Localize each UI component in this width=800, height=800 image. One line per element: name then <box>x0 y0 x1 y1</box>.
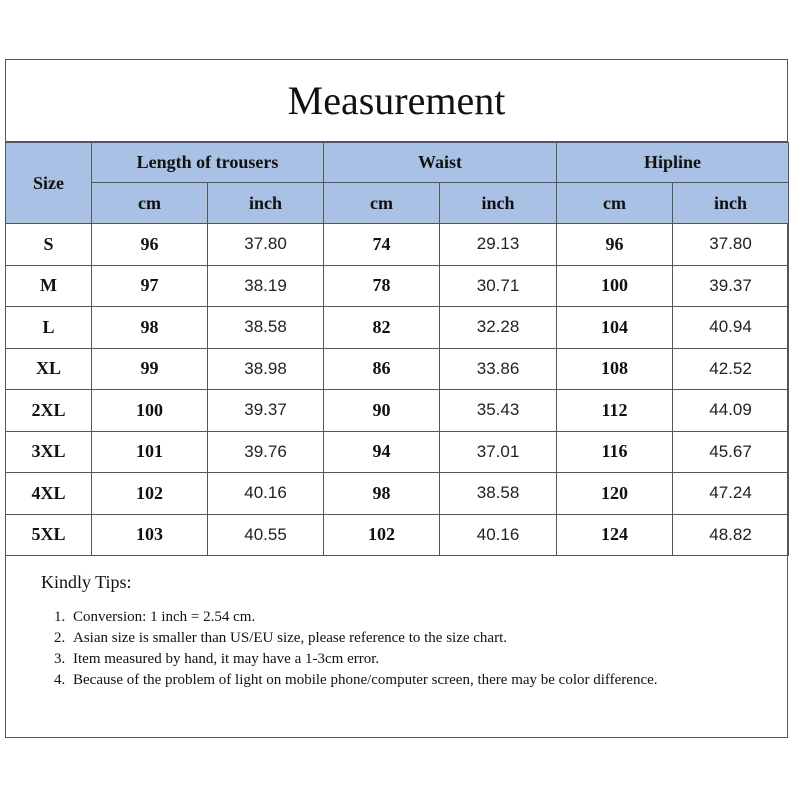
size-cell: L <box>6 307 92 349</box>
value-cell: 90 <box>324 390 440 432</box>
value-cell: 96 <box>557 224 673 266</box>
value-cell: 120 <box>557 473 673 515</box>
size-cell: S <box>6 224 92 266</box>
value-cell: 37.01 <box>440 431 557 473</box>
value-cell: 40.94 <box>673 307 789 349</box>
value-cell: 116 <box>557 431 673 473</box>
value-cell: 40.16 <box>208 473 324 515</box>
tips-title: Kindly Tips: <box>41 572 132 592</box>
value-cell: 102 <box>324 514 440 556</box>
value-cell: 37.80 <box>208 224 324 266</box>
value-cell: 39.76 <box>208 431 324 473</box>
value-cell: 98 <box>324 473 440 515</box>
value-cell: 104 <box>557 307 673 349</box>
value-cell: 100 <box>557 265 673 307</box>
table-row <box>6 390 789 432</box>
table-row <box>6 473 789 515</box>
value-cell: 38.98 <box>208 348 324 390</box>
value-cell: 44.09 <box>673 390 789 432</box>
value-cell: 42.52 <box>673 348 789 390</box>
value-cell: 96 <box>92 224 208 266</box>
unit-header: inch <box>208 183 324 224</box>
value-cell: 101 <box>92 431 208 473</box>
table-row <box>6 348 789 390</box>
value-cell: 124 <box>557 514 673 556</box>
size-cell: 2XL <box>6 390 92 432</box>
unit-header: inch <box>440 183 557 224</box>
size-cell: 5XL <box>6 514 92 556</box>
value-cell: 29.13 <box>440 224 557 266</box>
value-cell: 37.80 <box>673 224 789 266</box>
value-cell: 30.71 <box>440 265 557 307</box>
value-cell: 35.43 <box>440 390 557 432</box>
table-row <box>6 307 789 349</box>
value-cell: 39.37 <box>208 390 324 432</box>
tip-item: 3. Item measured by hand, it may have a 1-3cm error. <box>69 649 787 670</box>
value-cell: 40.55 <box>208 514 324 556</box>
value-cell: 112 <box>557 390 673 432</box>
table-row <box>6 224 789 266</box>
value-cell: 33.86 <box>440 348 557 390</box>
unit-header: cm <box>92 183 208 224</box>
value-cell: 32.28 <box>440 307 557 349</box>
value-cell: 78 <box>324 265 440 307</box>
tip-item: 4. Because of the problem of light on mobile phone/computer screen, there may be color difference. <box>69 670 787 691</box>
value-cell: 108 <box>557 348 673 390</box>
value-cell: 40.16 <box>440 514 557 556</box>
table-row <box>6 431 789 473</box>
size-cell: XL <box>6 348 92 390</box>
size-cell: M <box>6 265 92 307</box>
unit-header: inch <box>673 183 789 224</box>
value-cell: 103 <box>92 514 208 556</box>
value-cell: 102 <box>92 473 208 515</box>
value-cell: 74 <box>324 224 440 266</box>
page-title: Measurement <box>6 60 787 142</box>
tip-item: 1. Conversion: 1 inch = 2.54 cm. <box>69 607 787 628</box>
table-row <box>6 265 789 307</box>
length-header: Length of trousers <box>92 143 324 183</box>
unit-header: cm <box>557 183 673 224</box>
value-cell: 39.37 <box>673 265 789 307</box>
value-cell: 82 <box>324 307 440 349</box>
value-cell: 86 <box>324 348 440 390</box>
value-cell: 45.67 <box>673 431 789 473</box>
size-cell: 3XL <box>6 431 92 473</box>
value-cell: 48.82 <box>673 514 789 556</box>
tips-section <box>6 556 787 691</box>
value-cell: 98 <box>92 307 208 349</box>
value-cell: 94 <box>324 431 440 473</box>
value-cell: 100 <box>92 390 208 432</box>
value-cell: 38.58 <box>208 307 324 349</box>
unit-header: cm <box>324 183 440 224</box>
measurement-table <box>5 142 789 556</box>
value-cell: 47.24 <box>673 473 789 515</box>
waist-header: Waist <box>324 143 557 183</box>
value-cell: 97 <box>92 265 208 307</box>
size-header: Size <box>6 143 92 224</box>
size-cell: 4XL <box>6 473 92 515</box>
value-cell: 38.58 <box>440 473 557 515</box>
hipline-header: Hipline <box>557 143 789 183</box>
tips-list <box>41 607 787 691</box>
tip-item: 2. Asian size is smaller than US/EU size, please reference to the size chart. <box>69 628 787 649</box>
size-chart <box>5 59 788 738</box>
value-cell: 38.19 <box>208 265 324 307</box>
table-row <box>6 514 789 556</box>
value-cell: 99 <box>92 348 208 390</box>
